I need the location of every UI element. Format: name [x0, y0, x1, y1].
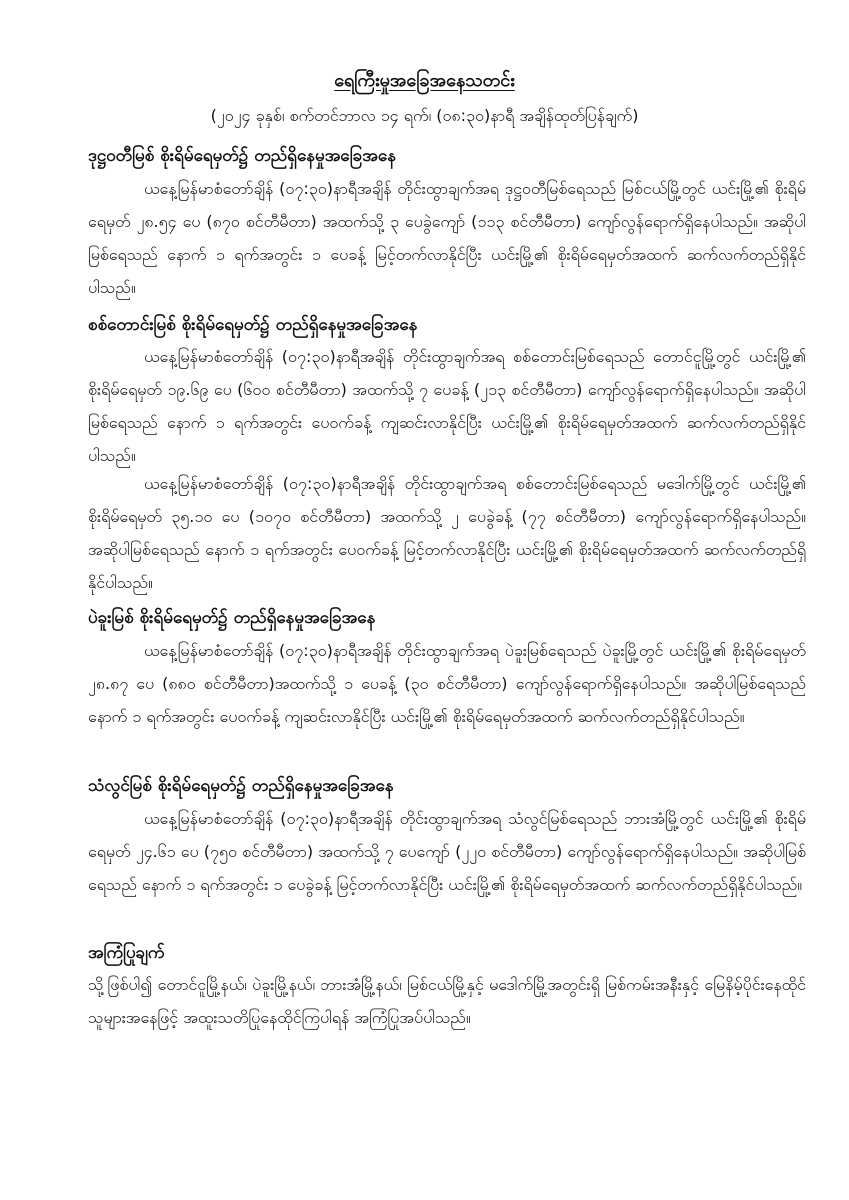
page-subtitle: (၂၀၂၄ ခုနှစ်၊ စက်တင်ဘာလ ၁၄ ရက်၊ (၀၈:၃၀)နာရီ အချိန်ထုတ်ပြန်ချက်): [210, 106, 639, 125]
page-title-text: ရေကြီးမှုအခြေအနေသတင်း: [334, 70, 515, 91]
page-title: [0, 68, 849, 94]
section-paragraph-dotehtawady: ယနေ့မြန်မာစံတော်ချိန် (၀၇:၃၀)နာရီအချိန် တိုင်းထွာချက်အရ ဒုဋ္ဌဝတီမြစ်ရေသည် မြစ်ငယ်မြို့တွင် ယင်းမြို့၏ စိုးရိမ်ရေမှတ် ၂၈.၅၄ ပေ (၈၇၀ စင်တီမီတာ) အထက်သို့ ၃ ပေခွဲကျော် (၁၁၃ စင်တီမီတာ) ကျော်လွန်ရောက်ရှိနေပါသည်။ အဆိုပါမြစ်ရေသည် နောက် ၁ ရက်အတွင်း ၁ ပေခန့် မြင့်တက်လာနိုင်ပြီး ယင်းမြို့၏ စိုးရိမ်ရေမှတ်အထက် ဆက်လက်တည်ရှိနိုင်ပါသည်။: [88, 179, 806, 297]
section-paragraph-advice: သို့ဖြစ်ပါ၍ တောင်ငူမြို့နယ်၊ ပဲခူးမြို့နယ်၊ ဘားအံမြို့နယ်၊ မြစ်ငယ်မြို့နှင့် မဒေါက်မြို့အတွင်းရှိ မြစ်ကမ်းအနီးနှင့် မြေနိမ့်ပိုင်းနေထိုင်သူများအနေဖြင့် အထူးသတိပြုနေထိုင်ကြပါရန် အကြံပြုအပ်ပါသည်။: [88, 975, 806, 1027]
section-paragraph-thanlwin: ယနေ့မြန်မာစံတော်ချိန် (၀၇:၃၀)နာရီအချိန် တိုင်းထွာချက်အရ သံလွင်မြစ်ရေသည် ဘားအံမြို့တွင် ယင်းမြို့၏ စိုးရိမ်ရေမှတ် ၂၄.၆၁ ပေ (၇၅၀ စင်တီမီတာ) အထက်သို့ ၇ ပေကျော် (၂၂၀ စင်တီမီတာ) ကျော်လွန်ရောက်ရှိနေပါသည်။ အဆိုပါမြစ်ရေသည် နောက် ၁ ရက်အတွင်း ၁ ပေခွဲခန့် မြင့်တက်လာနိုင်ပြီး ယင်းမြို့၏ စိုးရိမ်ရေမှတ်အထက် ဆက်လက်တည်ရှိနိုင်ပါသည်။: [88, 809, 806, 894]
section-paragraph-sittaung-madauk: ယနေ့မြန်မာစံတော်ချိန် (၀၇:၃၀)နာရီအချိန် တိုင်းထွာချက်အရ စစ်တောင်းမြစ်ရေသည် မဒေါက်မြို့တွင် ယင်းမြို့၏ စိုးရိမ်ရေမှတ် ၃၅.၁၀ ပေ (၁၀၇၀ စင်တီမီတာ) အထက်သို့ ၂ ပေခွဲခန့် (၇၇ စင်တီမီတာ) ကျော်လွန်ရောက်ရှိနေပါသည်။ အဆိုပါမြစ်ရေသည် နောက် ၁ ရက်အတွင်း ပေဝက်ခန့် မြင့်တက်လာနိုင်ပြီး ယင်းမြို့၏ စိုးရိမ်ရေမှတ်အထက် ဆက်လက်တည်ရှိနိုင်ပါသည်။: [88, 474, 806, 592]
section-heading-sittaung: စစ်တောင်းမြစ် စိုးရိမ်ရေမှတ်၌ တည်ရှိနေမှုအခြေအနေ: [88, 315, 418, 335]
section-heading-bago: ပဲခူးမြစ် စိုးရိမ်ရေမှတ်၌ တည်ရှိနေမှုအခြေအနေ: [88, 608, 376, 628]
section-heading-thanlwin: သံလွင်မြစ် စိုးရိမ်ရေမှတ်၌ တည်ရှိနေမှုအခြေအနေ: [88, 776, 394, 796]
section-heading-dotehtawady: ဒုဋ္ဌဝတီမြစ် စိုးရိမ်ရေမှတ်၌ တည်ရှိနေမှုအခြေအနေ: [88, 146, 396, 166]
section-paragraph-bago: ယနေ့မြန်မာစံတော်ချိန် (၀၇:၃၀)နာရီအချိန် တိုင်းထွာချက်အရ ပဲခူးမြစ်ရေသည် ပဲခူးမြို့တွင် ယင်းမြို့၏ စိုးရိမ်ရေမှတ် ၂၈.၈၇ ပေ (၈၈၀ စင်တီမီတာ)အထက်သို့ ၁ ပေခန့် (၃၀ စင်တီမီတာ) ကျော်လွန်ရောက်ရှိနေပါသည်။ အဆိုပါမြစ်ရေသည် နောက် ၁ ရက်အတွင်း ပေဝက်ခန့် ကျဆင်းလာနိုင်ပြီး ယင်းမြို့၏ စိုးရိမ်ရေမှတ်အထက် ဆက်လက်တည်ရှိနိုင်ပါသည်။: [88, 641, 806, 726]
section-heading-advice: အကြံပြုချက်: [88, 943, 165, 963]
section-paragraph-sittaung-taungoo: ယနေ့မြန်မာစံတော်ချိန် (၀၇:၃၀)နာရီအချိန် တိုင်းထွာချက်အရ စစ်တောင်းမြစ်ရေသည် တောင်ငူမြို့တွင် ယင်းမြို့၏ စိုးရိမ်ရေမှတ် ၁၉.၆၉ ပေ (၆၀၀ စင်တီမီတာ) အထက်သို့ ၇ ပေခန့် (၂၁၃ စင်တီမီတာ) ကျော်လွန်ရောက်ရှိနေပါသည်။ အဆိုပါမြစ်ရေသည် နောက် ၁ ရက်အတွင်း ပေဝက်ခန့် ကျဆင်းလာနိုင်ပြီး ယင်းမြို့၏ စိုးရိမ်ရေမှတ်အထက် ဆက်လက်တည်ရှိနိုင်ပါသည်။: [88, 347, 806, 465]
